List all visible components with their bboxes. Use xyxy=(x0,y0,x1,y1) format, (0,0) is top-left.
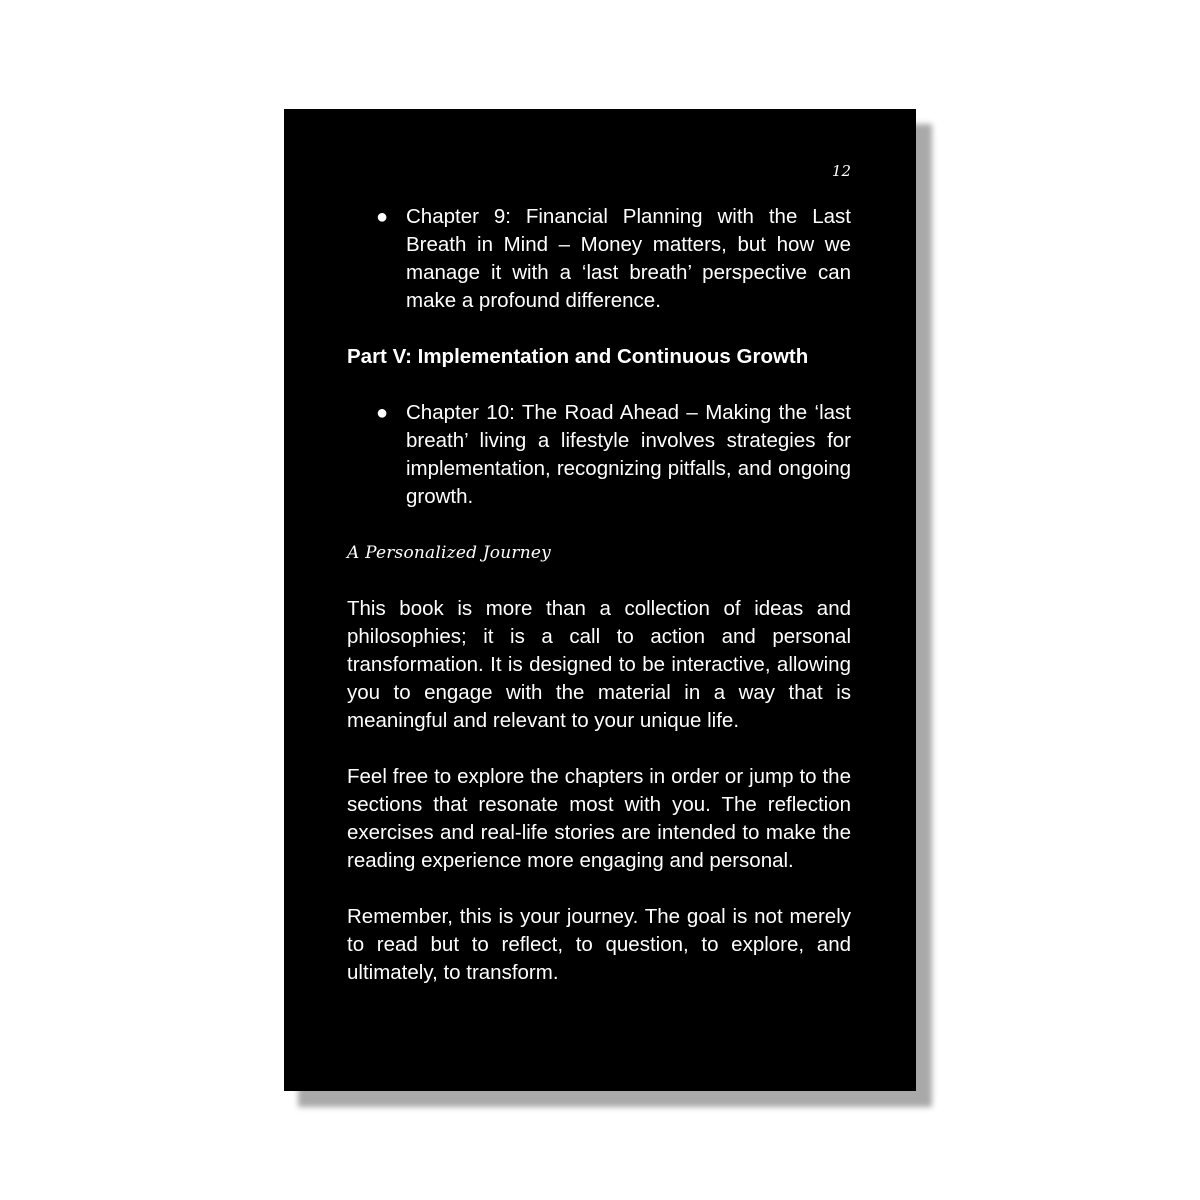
bullet-icon: ● xyxy=(376,402,389,424)
chapter-9-item xyxy=(347,203,851,315)
body-paragraph: This book is more than a collection of ideas and philosophies; it is a call to action and personal transformation. It is designed to be interactive, allowing you to engage with the material in a way that is meaningful and relevant to your unique life. xyxy=(347,597,851,732)
chapter-10-text: Chapter 10: The Road Ahead – Making the ‘last breath’ living a lifestyle involves strategies for implementation, recognizing pitfalls, and ongoing growth. xyxy=(406,401,851,508)
chapter-10-item xyxy=(347,399,851,511)
body-paragraph: Remember, this is your journey. The goal is not merely to read but to reflect, to question, to explore, and ultimately, to transform. xyxy=(347,905,851,984)
body-paragraph: Feel free to explore the chapters in order or jump to the sections that resonate most with you. The reflection exercises and real-life stories are intended to make the reading experience more engaging and personal. xyxy=(347,765,851,872)
book-page xyxy=(284,109,916,1091)
section-title: A Personalized Journey xyxy=(347,543,551,563)
chapter-9-text: Chapter 9: Financial Planning with the Last Breath in Mind – Money matters, but how we manage it with a ‘last breath’ perspective can make a profound difference. xyxy=(406,205,851,312)
part-5-heading: Part V: Implementation and Continuous Growth xyxy=(347,345,809,368)
page-number: 12 xyxy=(831,162,851,180)
bullet-icon: ● xyxy=(376,206,389,228)
page-content xyxy=(347,203,851,987)
